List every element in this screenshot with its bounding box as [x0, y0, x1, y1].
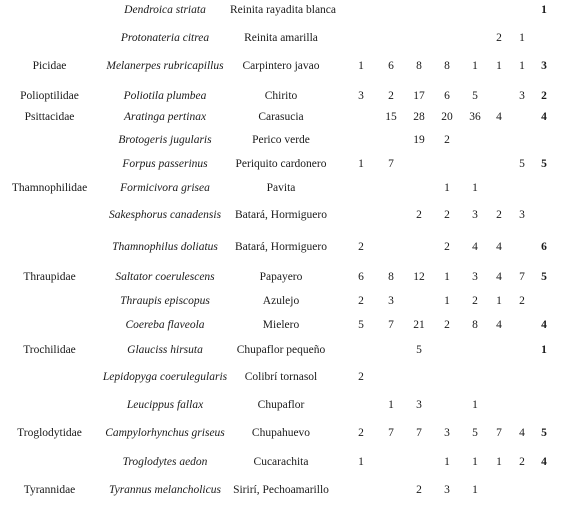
table-row: [0, 206, 563, 224]
common-name-cell: Chupaflor: [257, 399, 305, 411]
family-cell: Psittacidae: [24, 111, 75, 123]
species-cell: Sakesphorus canadensis: [108, 209, 222, 221]
count-cell: 1: [358, 158, 364, 170]
count-cell: 36: [469, 111, 481, 123]
species-cell: Brotogeris jugularis: [118, 134, 212, 146]
species-cell: Thraupis episcopus: [120, 295, 210, 307]
table-row: [0, 131, 563, 149]
common-name-cell: Chirito: [264, 90, 298, 102]
common-name-cell: Azulejo: [262, 295, 300, 307]
count-cell: 2: [416, 484, 422, 496]
count-cell: 1: [472, 484, 478, 496]
count-cell: 1: [444, 271, 450, 283]
count-cell: 2: [496, 32, 502, 44]
count-cell: 2: [444, 209, 450, 221]
count-cell: 4: [496, 241, 502, 253]
table-row: [0, 108, 563, 126]
species-cell: Formicivora grisea: [120, 182, 210, 194]
count-cell: 1: [444, 456, 450, 468]
common-name-cell: Mielero: [262, 319, 300, 331]
count-cell: 6: [358, 271, 364, 283]
count-cell: 3: [519, 90, 525, 102]
count-cell: 8: [416, 60, 422, 72]
count-cell: 5: [358, 319, 364, 331]
count-cell: 3: [472, 271, 478, 283]
family-cell: Troglodytidae: [17, 427, 82, 439]
count-cell: 20: [441, 111, 453, 123]
count-cell: 7: [519, 271, 525, 283]
species-cell: Campylorhynchus griseus: [105, 427, 225, 439]
count-cell: 2: [358, 295, 364, 307]
species-cell: Leucippus fallax: [126, 399, 204, 411]
table-row: [0, 268, 563, 286]
count-cell: 2: [519, 295, 525, 307]
count-cell: 2: [358, 427, 364, 439]
count-cell: 1: [472, 182, 478, 194]
count-cell: 2: [496, 209, 502, 221]
total-cell: 1: [541, 4, 547, 16]
table-row: [0, 292, 563, 310]
count-cell: 15: [385, 111, 397, 123]
table-row: [0, 29, 563, 47]
total-cell: 5: [541, 427, 547, 439]
common-name-cell: Carpintero javao: [242, 60, 320, 72]
count-cell: 1: [519, 60, 525, 72]
count-cell: 1: [388, 399, 394, 411]
count-cell: 5: [416, 344, 422, 356]
count-cell: 7: [388, 158, 394, 170]
count-cell: 2: [444, 319, 450, 331]
family-cell: Trochilidae: [23, 344, 76, 356]
species-cell: Glauciss hirsuta: [127, 344, 203, 356]
species-cell: Protonateria citrea: [120, 32, 210, 44]
count-cell: 1: [444, 295, 450, 307]
count-cell: 3: [444, 427, 450, 439]
family-cell: Tyrannidae: [23, 484, 76, 496]
count-cell: 1: [496, 60, 502, 72]
count-cell: 3: [472, 209, 478, 221]
count-cell: 28: [413, 111, 425, 123]
count-cell: 1: [358, 60, 364, 72]
count-cell: 1: [496, 295, 502, 307]
count-cell: 5: [472, 90, 478, 102]
count-cell: 1: [496, 456, 502, 468]
count-cell: 1: [358, 456, 364, 468]
count-cell: 2: [388, 90, 394, 102]
species-cell: Poliotila plumbea: [123, 90, 207, 102]
family-cell: Polioptilidae: [20, 90, 79, 102]
common-name-cell: Perico verde: [252, 134, 310, 146]
table-row: [0, 453, 563, 471]
common-name-cell: Colibrí tornasol: [244, 371, 318, 383]
common-name-cell: Batará, Hormiguero: [235, 209, 327, 221]
count-cell: 2: [444, 241, 450, 253]
count-cell: 4: [496, 319, 502, 331]
total-cell: 5: [541, 158, 547, 170]
common-name-cell: Reinita amarilla: [244, 32, 318, 44]
count-cell: 21: [413, 319, 425, 331]
common-name-cell: Batará, Hormiguero: [235, 241, 327, 253]
count-cell: 1: [472, 399, 478, 411]
count-cell: 6: [444, 90, 450, 102]
count-cell: 7: [496, 427, 502, 439]
species-cell: Melanerpes rubricapillus: [106, 60, 224, 72]
table-row: [0, 316, 563, 334]
count-cell: 5: [519, 158, 525, 170]
count-cell: 2: [416, 209, 422, 221]
table-row: [0, 396, 563, 414]
count-cell: 2: [358, 241, 364, 253]
species-cell: Troglodytes aedon: [122, 456, 208, 468]
table-row: [0, 1, 563, 19]
species-cell: Coereba flaveola: [125, 319, 205, 331]
common-name-cell: Chupahuevo: [251, 427, 311, 439]
total-cell: 5: [541, 271, 547, 283]
total-cell: 6: [541, 241, 547, 253]
count-cell: 4: [496, 111, 502, 123]
count-cell: 2: [519, 456, 525, 468]
count-cell: 3: [388, 295, 394, 307]
count-cell: 2: [358, 371, 364, 383]
common-name-cell: Papayero: [259, 271, 303, 283]
count-cell: 6: [388, 60, 394, 72]
total-cell: 2: [541, 90, 547, 102]
total-cell: 4: [541, 319, 547, 331]
total-cell: 3: [541, 60, 547, 72]
common-name-cell: Cucarachita: [253, 456, 309, 468]
total-cell: 1: [541, 344, 547, 356]
count-cell: 17: [413, 90, 425, 102]
count-cell: 5: [472, 427, 478, 439]
table-row: [0, 155, 563, 173]
table-row: [0, 368, 563, 386]
species-cell: Tyrannus melancholicus: [109, 484, 221, 496]
count-cell: 2: [444, 134, 450, 146]
family-cell: Thraupidae: [23, 271, 76, 283]
count-cell: 4: [496, 271, 502, 283]
table-row: [0, 481, 563, 499]
count-cell: 3: [519, 209, 525, 221]
count-cell: 7: [388, 319, 394, 331]
count-cell: 1: [472, 60, 478, 72]
common-name-cell: Sirirí, Pechoamarillo: [233, 484, 329, 496]
count-cell: 12: [413, 271, 425, 283]
common-name-cell: Pavita: [266, 182, 296, 194]
common-name-cell: Chupaflor pequeño: [236, 344, 326, 356]
table-row: [0, 179, 563, 197]
count-cell: 3: [358, 90, 364, 102]
count-cell: 7: [416, 427, 422, 439]
table-row: [0, 341, 563, 359]
count-cell: 8: [388, 271, 394, 283]
species-cell: Thamnophilus doliatus: [112, 241, 218, 253]
count-cell: 1: [472, 456, 478, 468]
species-cell: Lepidopyga coerulegularis: [102, 371, 228, 383]
count-cell: 4: [472, 241, 478, 253]
family-cell: Thamnophilidae: [11, 182, 88, 194]
count-cell: 19: [413, 134, 425, 146]
count-cell: 8: [444, 60, 450, 72]
common-name-cell: Reinita rayadita blanca: [230, 4, 337, 16]
total-cell: 4: [541, 456, 547, 468]
count-cell: 4: [519, 427, 525, 439]
species-cell: Saltator coerulescens: [115, 271, 215, 283]
count-cell: 2: [472, 295, 478, 307]
common-name-cell: Carasucia: [258, 111, 304, 123]
count-cell: 1: [519, 32, 525, 44]
count-cell: 3: [444, 484, 450, 496]
species-cell: Forpus passerinus: [122, 158, 208, 170]
family-cell: Picidae: [32, 60, 67, 72]
total-cell: 4: [541, 111, 547, 123]
species-cell: Dendroica striata: [124, 4, 206, 16]
species-cell: Aratinga pertinax: [123, 111, 207, 123]
table-row: [0, 238, 563, 256]
common-name-cell: Periquito cardonero: [235, 158, 327, 170]
table-row: [0, 87, 563, 105]
table-row: [0, 57, 563, 75]
count-cell: 3: [416, 399, 422, 411]
count-cell: 7: [388, 427, 394, 439]
table-row: [0, 424, 563, 442]
count-cell: 8: [472, 319, 478, 331]
count-cell: 1: [444, 182, 450, 194]
